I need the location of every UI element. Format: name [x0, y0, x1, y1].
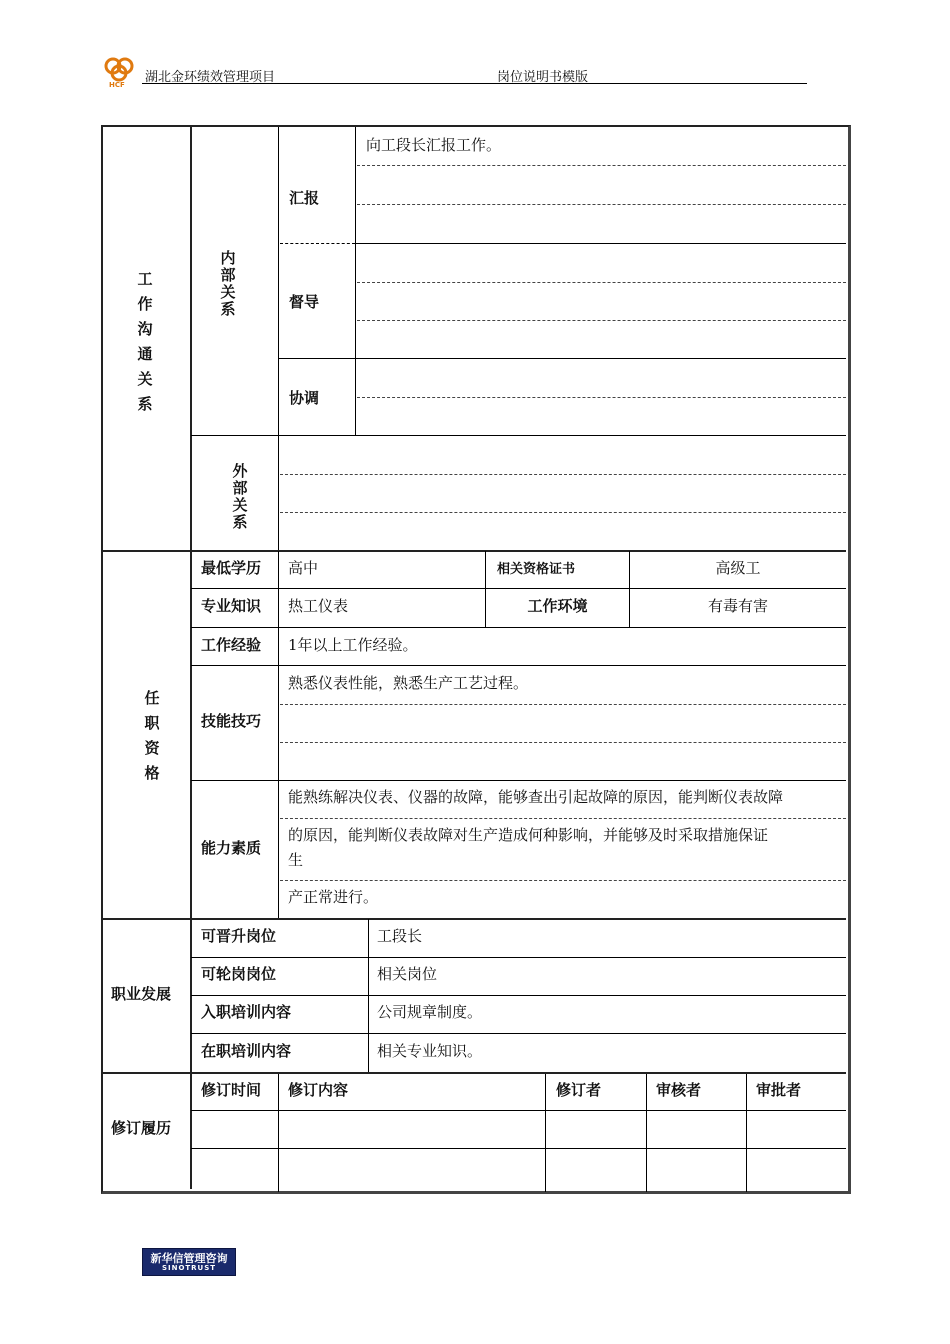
knowledge-label: 专业知识 — [201, 597, 262, 615]
revision-title: 修订履历 — [111, 1119, 172, 1137]
promotion-label: 可晋升岗位 — [201, 927, 277, 945]
certificate-label: 相关资格证书 — [497, 562, 576, 577]
environment-value: 有毒有害 — [707, 597, 768, 615]
column-divider — [646, 1074, 647, 1192]
approver-header: 审批者 — [756, 1081, 802, 1099]
section-divider — [103, 1072, 846, 1074]
column-divider — [355, 127, 356, 435]
report-label: 汇报 — [289, 189, 320, 207]
row-divider — [191, 957, 846, 958]
project-name: 湖北金环绩效管理项目 — [145, 70, 276, 85]
doc-title: 岗位说明书模版 — [497, 70, 589, 85]
career-title: 职业发展 — [111, 985, 172, 1003]
reviewer-header: 审核者 — [656, 1081, 702, 1099]
ability-line-4: 产正常进行。 — [288, 888, 379, 906]
row-divider — [279, 358, 846, 359]
writing-line — [280, 818, 846, 819]
ability-line-2: 的原因，能判断仪表故障对生产造成何种影响，并能够及时采取措施保证 — [288, 826, 769, 844]
writing-line — [357, 397, 846, 398]
qualifications-title: 任职资格 — [144, 689, 160, 782]
column-divider — [190, 127, 192, 1189]
onboarding-training-label: 入职培训内容 — [201, 1003, 292, 1021]
on-job-training-value: 相关专业知识。 — [377, 1042, 483, 1060]
communication-title: 工作沟通关系 — [137, 270, 153, 413]
ability-line-3: 生 — [288, 851, 304, 869]
row-divider — [356, 243, 846, 244]
rotation-label: 可轮岗岗位 — [201, 965, 277, 983]
row-divider — [191, 1110, 846, 1111]
experience-value: 1年以上工作经验。 — [288, 636, 418, 654]
row-divider — [191, 1148, 846, 1149]
footer-brand-en: SINOTRUST — [161, 1264, 217, 1272]
row-divider — [191, 665, 846, 666]
revision-content-header: 修订内容 — [288, 1081, 349, 1099]
section-divider — [103, 918, 846, 920]
writing-line — [280, 704, 846, 705]
skills-value: 熟悉仪表性能，熟悉生产工艺过程。 — [288, 674, 529, 692]
writing-line — [357, 320, 846, 321]
row-divider — [191, 1033, 846, 1034]
writing-line — [357, 204, 846, 205]
knowledge-value: 热工仪表 — [288, 597, 349, 615]
logo-text: HCF — [109, 81, 125, 89]
supervise-label: 督导 — [289, 293, 320, 311]
ability-label: 能力素质 — [201, 839, 262, 857]
writing-line — [280, 742, 846, 743]
revision-date-header: 修订时间 — [201, 1081, 262, 1099]
row-divider — [191, 627, 846, 628]
external-relations-label: 外部关系 — [232, 462, 248, 531]
company-logo — [100, 54, 138, 90]
section-divider — [103, 550, 846, 552]
writing-line — [280, 512, 846, 513]
writing-line — [357, 165, 846, 166]
row-divider — [191, 435, 846, 436]
column-divider — [545, 1074, 546, 1192]
column-divider — [746, 1074, 747, 1192]
column-divider — [278, 127, 279, 550]
rotation-value: 相关岗位 — [377, 965, 438, 983]
row-divider — [191, 780, 846, 781]
writing-line — [357, 282, 846, 283]
experience-label: 工作经验 — [201, 636, 262, 654]
column-divider — [278, 551, 279, 918]
row-divider — [280, 243, 355, 244]
promotion-value: 工段长 — [377, 927, 423, 945]
coordinate-label: 协调 — [289, 389, 320, 407]
footer-brand-cn: 新华信管理咨询 — [150, 1252, 228, 1265]
writing-line — [280, 880, 846, 881]
report-text: 向工段长汇报工作。 — [366, 136, 502, 154]
writing-line — [280, 474, 846, 475]
reviser-header: 修订者 — [556, 1081, 602, 1099]
row-divider — [191, 995, 846, 996]
internal-relations-label: 内部关系 — [220, 249, 236, 318]
header-rule — [142, 83, 807, 84]
skills-label: 技能技巧 — [201, 712, 262, 730]
ability-line-1: 能熟练解决仪表、仪器的故障，能够查出引起故障的原因，能判断仪表故障 — [288, 788, 784, 806]
environment-label: 工作环境 — [527, 597, 588, 615]
education-value: 高中 — [288, 559, 319, 577]
footer-logo — [142, 1248, 236, 1276]
onboarding-training-value: 公司规章制度。 — [377, 1003, 483, 1021]
row-divider — [191, 588, 846, 589]
certificate-value: 高级工 — [715, 559, 761, 577]
on-job-training-label: 在职培训内容 — [201, 1042, 292, 1060]
column-divider — [278, 1074, 279, 1192]
education-label: 最低学历 — [201, 559, 262, 577]
